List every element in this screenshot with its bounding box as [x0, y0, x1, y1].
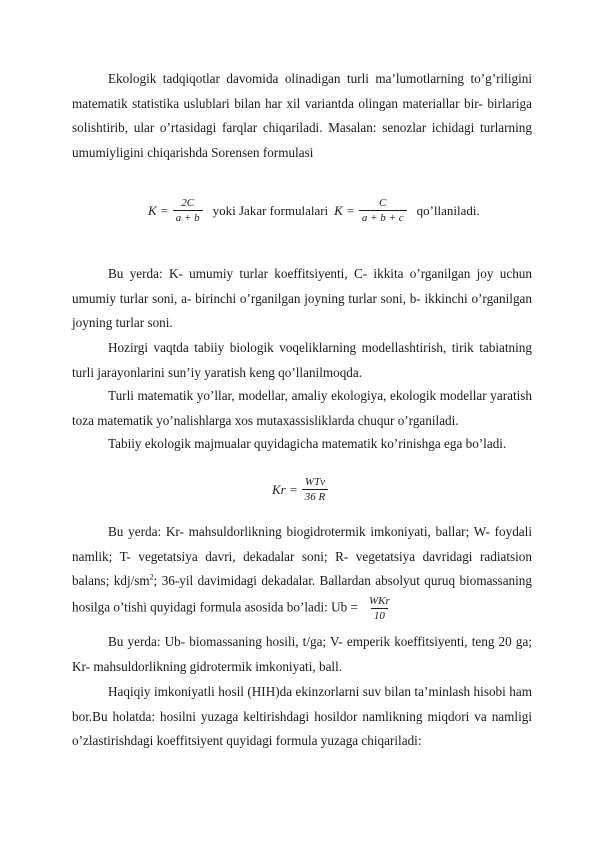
- superscript-2: 2: [149, 572, 154, 582]
- paragraph-methods: [72, 384, 532, 433]
- paragraph-hih: [72, 680, 532, 754]
- formula-k-lhs-jakar: K =: [334, 202, 355, 218]
- paragraph-ub-definitions-text: Bu yerda: Ub- biomassaning hosili, t/ga; V- emperik koeffitsiyenti, teng 20 ga; Kr- mahsuldorlikning gidrotermik imkoniyati, ball.: [72, 634, 532, 674]
- sorensen-numerator: 2C: [181, 197, 195, 209]
- kr-numerator: WTv: [304, 476, 326, 488]
- paragraph-intro-text: Ekologik tadqiqotlar davomida olinadigan turli ma’lumotlarning to’g’riligini matematik statistika uslublari bilan har xil variantda olingan materiallar bir- birlariga solishtirib, ular o’rtasidagi farqlar chiqariladi. Masalan: senozlar ichidagi turlarning umumiyligini chiqarishda Sorensen formulasi: [72, 71, 532, 160]
- paragraph-ecological-complexes: [72, 432, 532, 457]
- formula-tail-text: qo’llaniladi.: [416, 202, 480, 218]
- sorensen-denominator: a + b: [173, 210, 203, 225]
- paragraph-modelling: [72, 336, 532, 385]
- paragraph-definitions-text: Bu yerda: K- umumiy turlar koeffitsiyenti, C- ikkita o’rganilgan joy uchun umumiy turlar soni, a- birinchi o’rganilgan joyning turlar soni, b- ikkinchi o’rganilgan joyning turlar soni.: [72, 266, 532, 331]
- ub-fraction: [366, 594, 393, 623]
- paragraph-kr-definitions-text-a: Bu yerda: Kr- mahsuldorlikning biogidrotermik imkoniyati, ballar; W- foydali namlik; T- vegetatsiya davri, dekadalar soni; R- vegetatsiya davridagi radiatsion balans; kdj/sm: [72, 524, 532, 589]
- paragraph-kr-definitions: [72, 520, 532, 623]
- paragraph-hih-text: Haqiqiy imkoniyatli hosil (HIH)da ekinzorlarni suv bilan ta’minlash hisobi ham bor.Bu holatda: hosilni yuzaga keltirishdagi hosildor namlikning miqdori va namligi o’zlastirishdagi koeffitsiyent quyidagi formula yuzaga chiqariladi:: [72, 684, 532, 749]
- ub-formula: [362, 594, 397, 623]
- jakar-fraction: [359, 196, 407, 225]
- paragraph-kr-definitions-text-b: ; 36-yil davimidagi dekadalar. Ballardan absolyut quruq biomassaning hosilga o’tishi quyidagi formula asosida bo’ladi: Ub =: [72, 573, 532, 615]
- paragraph-ub-definitions: [72, 630, 532, 679]
- paragraph-methods-text: Turli matematik yo’llar, modellar, amaliy ekologiya, ekologik modellar yaratish toza matematik yo’nalishlarga xos mutaxassisliklarda chuqur o’rganiladi.: [72, 388, 532, 428]
- paragraph-modelling-text: Hozirgi vaqtda tabiiy biologik voqeliklarning modellashtirish, tirik tabiatning turli jarayonlarini sun’iy yaratish keng qo’llanilmoqda.: [72, 340, 532, 380]
- paragraph-definitions: [72, 262, 532, 336]
- ub-denominator: 10: [371, 608, 388, 623]
- formula-middle-text: yoki Jakar formulalari: [212, 202, 329, 218]
- sorensen-fraction: [173, 196, 203, 225]
- ub-numerator: WKr: [368, 594, 390, 607]
- jakar-denominator: a + b + c: [359, 210, 407, 225]
- jakar-numerator: C: [379, 197, 387, 209]
- kr-formula: [272, 475, 332, 504]
- paragraph-intro: [72, 67, 532, 165]
- sorensen-jakar-formula: [148, 196, 480, 225]
- formula-k-lhs: K =: [148, 202, 169, 218]
- kr-denominator: 36 R: [302, 489, 328, 504]
- kr-fraction: [302, 475, 328, 504]
- paragraph-ecological-complexes-text: Tabiiy ekologik majmualar quyidagicha matematik ko’rinishga ega bo’ladi.: [108, 436, 507, 451]
- kr-lhs: Kr =: [272, 481, 298, 497]
